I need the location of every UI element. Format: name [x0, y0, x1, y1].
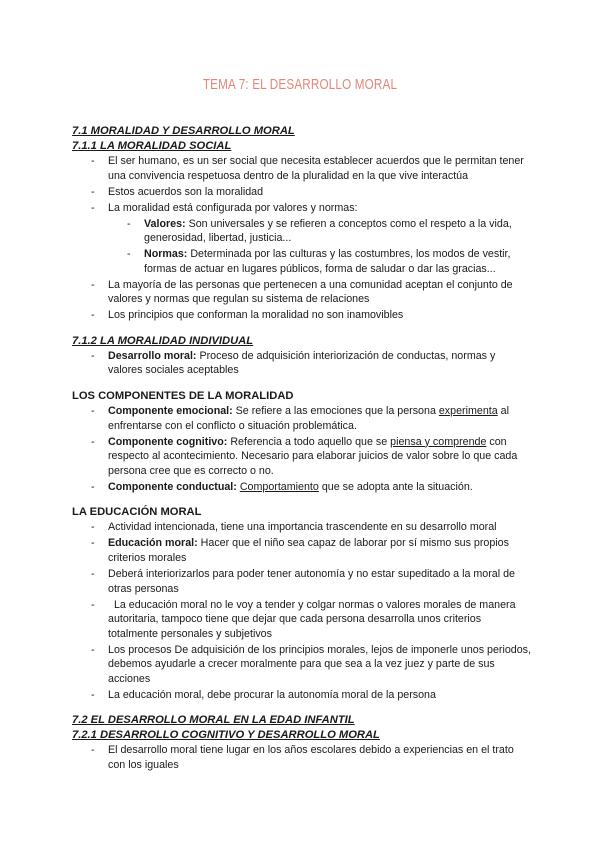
term-text: que se adopta ante la situación. — [318, 480, 473, 493]
nested-list — [108, 217, 532, 277]
list-item-componente-cognitivo — [72, 435, 532, 479]
page-title: TEMA 7: EL DESARROLLO MORAL — [202, 76, 398, 93]
document-body — [72, 124, 532, 774]
list-item-componente-emocional — [72, 404, 532, 433]
list-item: - Deberá interiorizarlos para poder tener autonomía y no estar supeditado a la moral de otras personas — [72, 567, 532, 596]
subsection-heading-7-2-1: 7.2.1 DESARROLLO COGNITIVO Y DESARROLLO MORAL — [72, 729, 380, 742]
list-item: - La moralidad está configurada por valores y normas: — [72, 201, 532, 216]
list-desarrollo-cognitivo — [72, 743, 532, 772]
nested-list-container — [72, 217, 532, 277]
term-label: Desarrollo moral: — [108, 349, 197, 362]
section-heading-componentes: LOS COMPONENTES DE LA MORALIDAD — [72, 390, 294, 403]
section-heading-7-2: 7.2 EL DESARROLLO MORAL EN LA EDAD INFANTIL — [72, 714, 355, 727]
list-item: - El ser humano, es un ser social que necesita establecer acuerdos que le permitan tener una convivencia respetuosa dentro de la pluralidad en la que vive interactúa — [72, 154, 532, 183]
underlined-word: piensa y comprende — [390, 435, 487, 448]
term-label: Componente emocional: — [108, 405, 233, 418]
list-item: - El desarrollo moral tiene lugar en los años escolares debido a experiencias en el trato con los iguales — [72, 743, 532, 772]
list-item: - La educación moral no le voy a tender y colgar normas o valores morales de manera autoritaria, tampoco tiene que dejar que cada persona desarrolla unos criterios totalmente personales y subjetivos — [72, 598, 532, 642]
subsection-heading-7-1-2: 7.1.2 LA MORALIDAD INDIVIDUAL — [72, 334, 254, 347]
list-item-valores — [108, 217, 532, 246]
term-text: Hacer que el niño sea capaz de laborar por sí mismo sus propios criterios morales — [108, 537, 509, 564]
list-item: - La educación moral, debe procurar la autonomía moral de la persona — [72, 688, 532, 703]
term-label: Normas: — [144, 248, 188, 261]
term-text: Proceso de adquisición interiorización de conductas, normas y valores sociales aceptables — [108, 349, 496, 377]
underlined-word: experimenta — [438, 405, 498, 418]
section-heading-educacion-moral: LA EDUCACIÓN MORAL — [72, 506, 202, 519]
list-item-normas — [108, 247, 532, 276]
list-item-educacion-moral-def — [72, 536, 532, 565]
term-label: Educación moral: — [108, 537, 198, 550]
term-label: Valores: — [144, 217, 186, 230]
term-label: Componente conductual: — [108, 480, 237, 493]
list-educacion-moral — [72, 520, 532, 702]
subsection-heading-7-1-1: 7.1.1 LA MORALIDAD SOCIAL — [72, 140, 232, 152]
term-text: Referencia a todo aquello que se — [227, 435, 391, 448]
list-item: - La mayoría de las personas que pertenecen a una comunidad aceptan el conjunto de valores y normas que regulan su sistema de relaciones — [72, 278, 532, 307]
list-item-componente-conductual — [72, 480, 532, 495]
section-heading-7-1: 7.1 MORALIDAD Y DESARROLLO MORAL — [72, 125, 295, 137]
term-label: Componente cognitivo: — [108, 435, 228, 448]
list-item: - Los procesos De adquisición de los principios morales, lejos de imponerle unos periodos, debemos ayudarle a crecer moralmente para que sea a la vez juez y parte de sus acciones — [72, 643, 532, 687]
list-item: - Actividad intencionada, tiene una importancia trascendente en su desarrollo moral — [72, 520, 532, 535]
term-text: con respecto al acontecimiento. Necesario para elaborar juicios de valor sobre lo que cada persona cree que es correcto o no. — [108, 435, 518, 477]
underlined-word: Comportamiento — [239, 480, 319, 493]
list-componentes — [72, 404, 532, 494]
term-text: al enfrentarse con el conflicto o situación problemática. — [108, 405, 509, 432]
list-item-desarrollo-moral — [72, 349, 532, 378]
list-moralidad-social — [72, 154, 532, 323]
term-text: Son universales y se refieren a conceptos como el respeto a la vida, generosidad, libertad, justicia... — [144, 217, 512, 245]
list-moralidad-individual — [72, 349, 532, 378]
list-item: - Estos acuerdos son la moralidad — [72, 185, 532, 200]
list-item: - Los principios que conforman la moralidad no son inamovibles — [72, 308, 532, 323]
term-text: Se refiere a las emociones que la persona — [232, 405, 439, 418]
term-text: Determinada por las culturas y las costumbres, los modos de vestir, formas de actuar en lugares públicos, forma de saludar o dar las gracias... — [144, 248, 511, 275]
